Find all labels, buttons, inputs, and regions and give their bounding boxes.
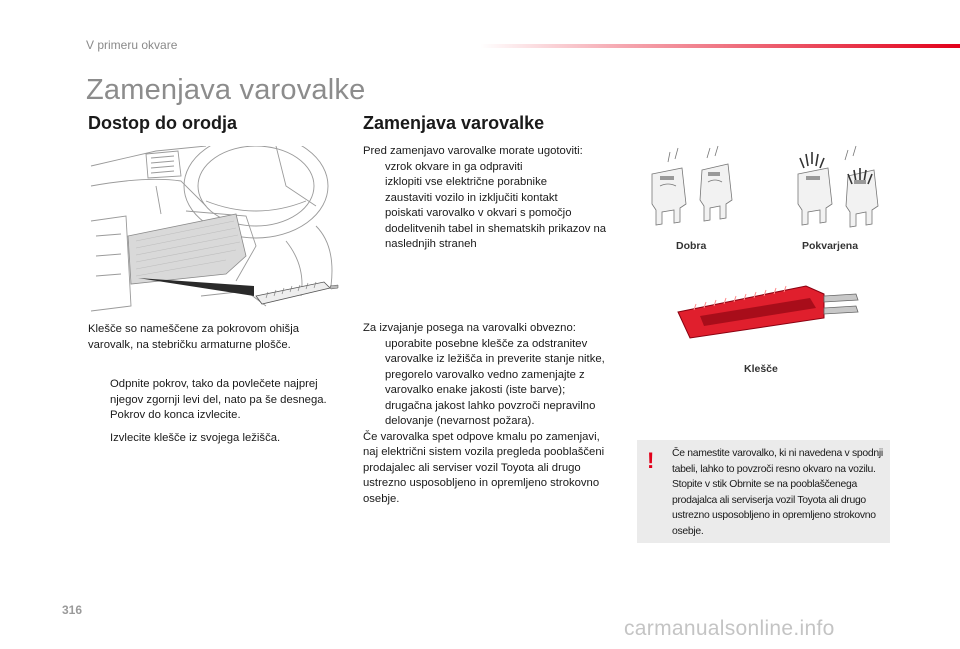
procedure-intro: Za izvajanje posega na varovalki obvezno:	[363, 322, 576, 334]
tool-location-caption: Klešče so nameščene za pokrovom ohišja varovalk, na stebričku armaturne plošče.	[88, 323, 299, 351]
list-item: Pokrov do konca izvlecite.	[110, 409, 241, 421]
list-item: uporabite posebne klešče za odstranitev varovalke iz ležišča in preverite stanje nitke,	[385, 337, 605, 365]
page-title: Zamenjava varovalke	[86, 74, 366, 106]
heading-tool-access: Dostop do orodja	[88, 113, 237, 133]
fuse-puller-tweezers-illustration	[670, 280, 870, 350]
heading-fuse-replacement: Zamenjava varovalke	[363, 113, 545, 133]
pre-check-list	[363, 160, 608, 253]
list-item: zaustaviti vozilo in izključiti kontakt	[385, 191, 558, 204]
watermark: carmanualsonline.info	[624, 617, 835, 640]
tool-removal-step	[88, 431, 343, 447]
list-item: Odpnite pokrov, tako da povlečete najprej njegov zgornji levi del, nato pa še desnega.	[110, 378, 327, 406]
label-tweezers: Klešče	[744, 363, 778, 375]
pre-check-block	[363, 144, 608, 253]
closing-paragraph: Če varovalka spet odpove kmalu po zamenjavi, naj električni sistem vozila pregleda pooblaščeni prodajalec ali serviser vozil Toyota ali drugo ustrezno usposobljeno in opremljeno strokovno osebje.	[363, 430, 605, 505]
list-item: izklopiti vse električne porabnike	[385, 176, 548, 188]
list-item: Izvlecite klešče iz svojega ležišča.	[110, 432, 281, 444]
page-number: 316	[62, 603, 83, 617]
warning-note-text: Če namestite varovalko, ki ni navedena v spodnji tabeli, lahko to povzroči resno okvaro na vozilu. Stopite v stik Obrnite se na pooblaščenega prodajalca ali serviserja vozil Toyota ali drugo ustrezno usposobljeno in opremljeno strokovno osebje.	[672, 448, 883, 537]
procedure-list	[363, 337, 615, 430]
dashboard-fuse-cover-illustration	[86, 146, 341, 316]
label-good-fuse: Dobra	[676, 240, 707, 252]
list-item: poiskati varovalko v okvari s pomočjo dodelitvenih tabel in shematskih prikazov na naslednjih straneh	[385, 207, 607, 250]
list-item: vzrok okvare in ga odpraviti	[385, 160, 523, 173]
warning-icon: !	[647, 448, 655, 473]
pre-check-intro: Pred zamenjavo varovalke morate ugotoviti:	[363, 145, 583, 157]
label-blown-fuse: Pokvarjena	[802, 240, 859, 252]
list-item: pregorelo varovalko vedno zamenjajte z varovalko enake jakosti (iste barve); drugačna jakost lahko povzroči nepravilno delovanje (nevarnost požara).	[385, 368, 596, 427]
procedure-block	[363, 321, 615, 507]
fuse-good-vs-blown-illustration	[640, 144, 890, 244]
header-accent-rule	[480, 44, 960, 48]
cover-removal-steps	[88, 377, 343, 424]
running-head: V primeru okvare	[86, 38, 178, 52]
